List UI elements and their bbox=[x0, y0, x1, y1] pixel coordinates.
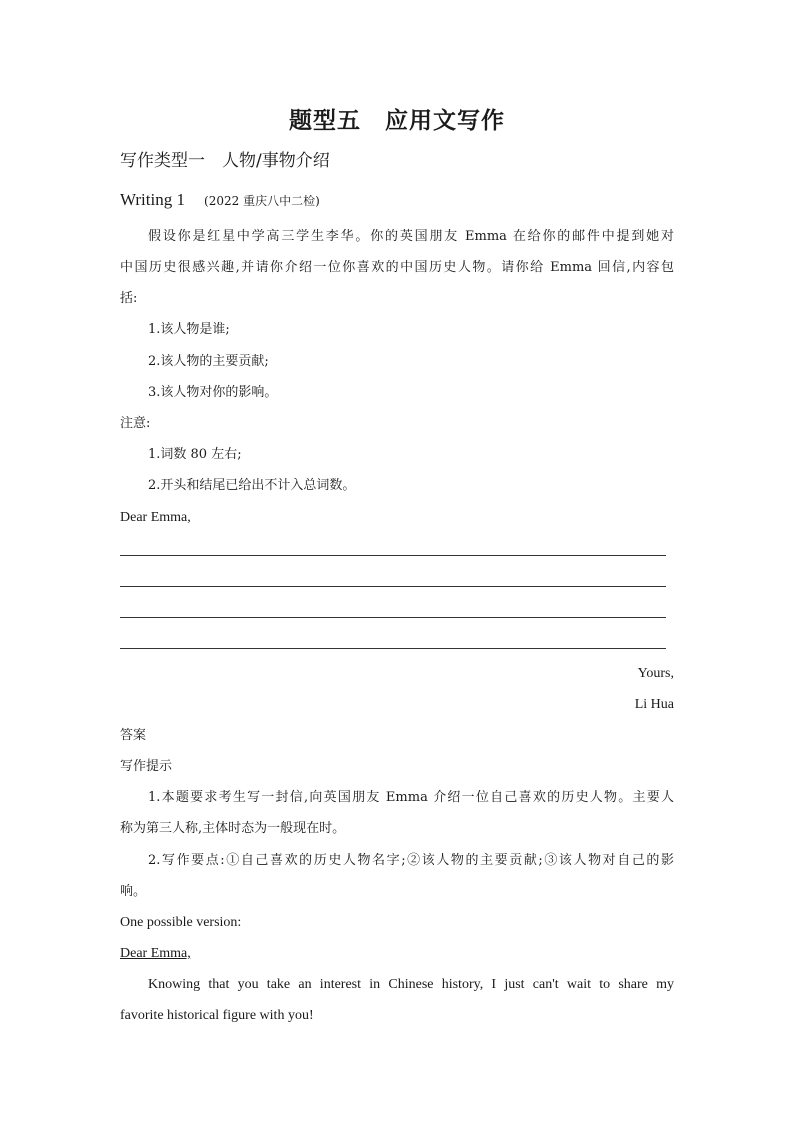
answer-rule-3 bbox=[120, 617, 666, 618]
answer-rule-2 bbox=[120, 586, 666, 587]
closing: Yours, bbox=[637, 666, 674, 681]
hint-2-line-2: 响。 bbox=[120, 884, 147, 899]
prompt-line-2: 中国历史很感兴趣,并请你介绍一位你喜欢的中国历史人物。请你给 Emma 回信,内容包 bbox=[120, 260, 674, 275]
hint-1-line-2: 称为第三人称,主体时态为一般现在时。 bbox=[120, 821, 346, 836]
salutation: Dear Emma, bbox=[120, 510, 191, 525]
hint-label: 写作提示 bbox=[120, 759, 173, 774]
answer-label: 答案 bbox=[120, 728, 147, 743]
section-subtitle: 写作类型一 人物/事物介绍 bbox=[120, 151, 330, 171]
prompt-point-3: 3.该人物对你的影响。 bbox=[148, 385, 278, 400]
answer-rule-4 bbox=[120, 648, 666, 649]
version-body-line-1: Knowing that you take an interest in Chinese history, I just can't wait to share my bbox=[148, 977, 674, 992]
hint-1-line-1: 1.本题要求考生写一封信,向英国朋友 Emma 介绍一位自己喜欢的历史人物。主要人 bbox=[148, 790, 674, 805]
version-label: One possible version: bbox=[120, 915, 242, 930]
hint-2-line-1: 2.写作要点:①自己喜欢的历史人物名字;②该人物的主要贡献;③该人物对自己的影 bbox=[148, 853, 674, 868]
prompt-line-1: 假设你是红星中学高三学生李华。你的英国朋友 Emma 在给你的邮件中提到她对 bbox=[148, 229, 674, 244]
page-title: 题型五 应用文写作 bbox=[289, 108, 505, 134]
writing-heading bbox=[120, 190, 320, 210]
note-label: 注意: bbox=[120, 416, 151, 431]
prompt-line-3: 括: bbox=[120, 291, 138, 306]
prompt-point-1: 1.该人物是谁; bbox=[148, 322, 230, 337]
signature: Li Hua bbox=[634, 697, 674, 712]
writing-label: Writing 1 bbox=[120, 190, 185, 209]
note-2: 2.开头和结尾已给出不计入总词数。 bbox=[148, 478, 356, 493]
writing-source: (2022 重庆八中二检) bbox=[204, 194, 320, 208]
answer-rule-1 bbox=[120, 555, 666, 556]
prompt-point-2: 2.该人物的主要贡献; bbox=[148, 354, 269, 369]
version-body-line-2: favorite historical figure with you! bbox=[120, 1008, 314, 1023]
version-salutation: Dear Emma, bbox=[120, 946, 191, 961]
note-1: 1.词数 80 左右; bbox=[148, 447, 242, 462]
